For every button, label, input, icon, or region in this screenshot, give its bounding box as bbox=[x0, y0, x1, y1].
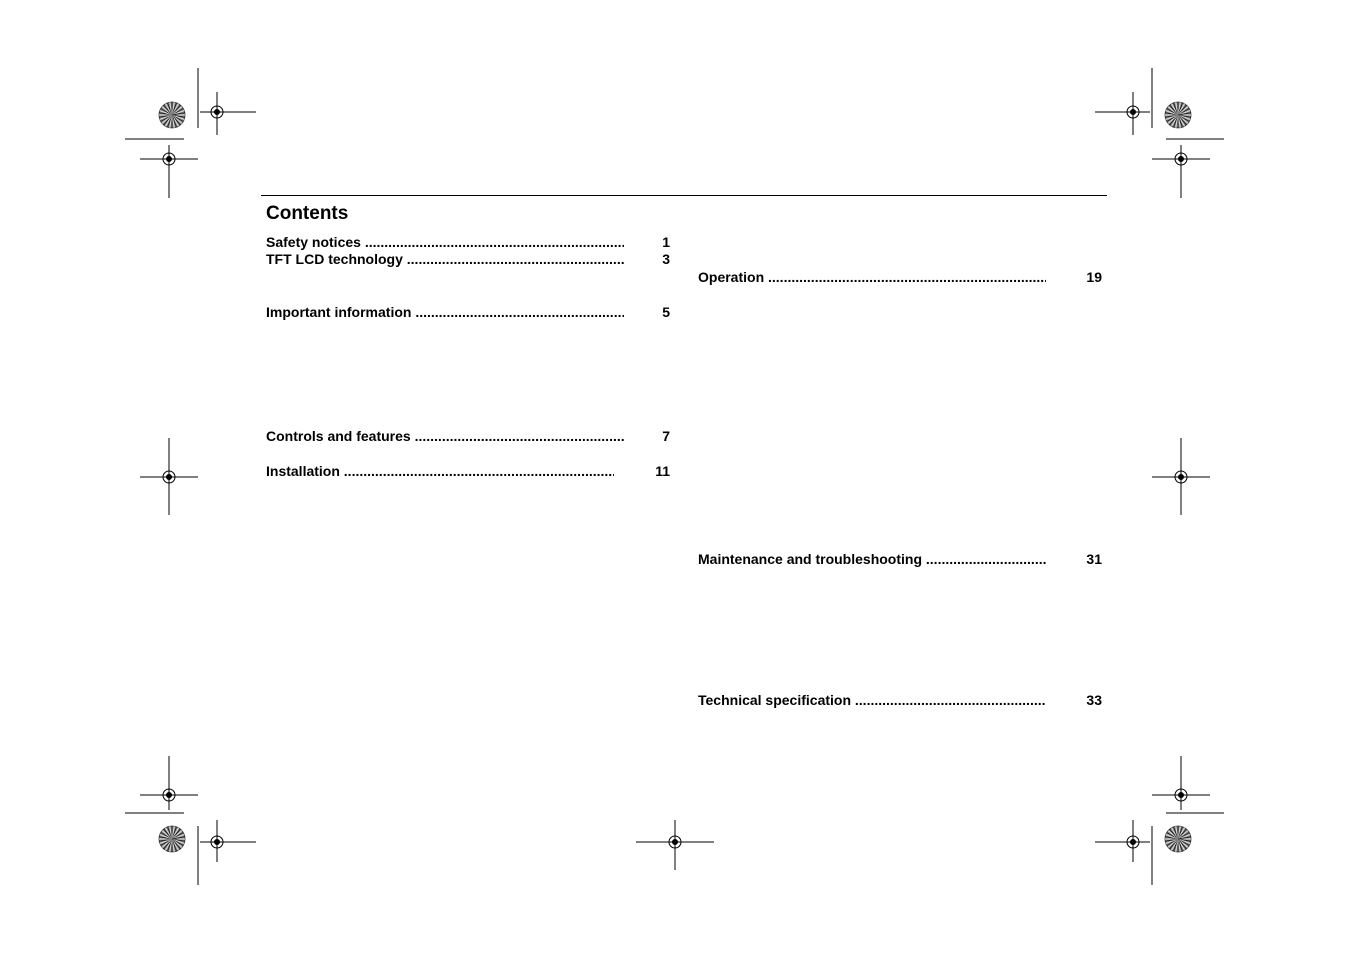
contents-title: Contents bbox=[266, 203, 349, 224]
toc-entry-label: Safety notices ..... bbox=[266, 233, 624, 251]
toc-entry-label: Important information ..... bbox=[266, 303, 624, 321]
toc-entry-label: Technical specification ..... bbox=[698, 691, 1046, 709]
toc-entry-page: 33 bbox=[1086, 692, 1102, 708]
toc-entry-page: 31 bbox=[1086, 551, 1102, 567]
toc-entry-page: 1 bbox=[662, 234, 670, 250]
registration-starburst bbox=[159, 826, 185, 852]
toc-entry-operation[interactable] bbox=[698, 268, 1102, 286]
registration-starburst bbox=[1165, 826, 1191, 852]
toc-entry-important-information[interactable] bbox=[266, 303, 670, 321]
toc-entry-page: 3 bbox=[662, 251, 670, 267]
toc-entry-label: Controls and features ..... bbox=[266, 427, 624, 445]
toc-entry-label: TFT LCD technology ..... bbox=[266, 250, 624, 268]
toc-entry-page: 7 bbox=[662, 428, 670, 444]
toc-entry-tft-lcd-technology[interactable] bbox=[266, 250, 670, 268]
toc-entry-safety-notices[interactable] bbox=[266, 233, 670, 251]
toc-entry-installation[interactable] bbox=[266, 462, 670, 480]
registration-starburst bbox=[159, 102, 185, 128]
toc-entry-label: Operation ..... bbox=[698, 268, 1046, 286]
toc-entry-label: Installation ..... bbox=[266, 462, 614, 480]
toc-entry-page: 5 bbox=[662, 304, 670, 320]
toc-entry-label: Maintenance and troubleshooting ..... bbox=[698, 550, 1046, 568]
registration-starburst bbox=[1165, 102, 1191, 128]
toc-entry-maintenance-and-troubleshooting[interactable] bbox=[698, 550, 1102, 568]
toc-entry-technical-specification[interactable] bbox=[698, 691, 1102, 709]
toc-entry-page: 11 bbox=[655, 463, 670, 479]
toc-entry-page: 19 bbox=[1086, 269, 1102, 285]
toc-entry-controls-and-features[interactable] bbox=[266, 427, 670, 445]
header-rule bbox=[261, 195, 1107, 196]
